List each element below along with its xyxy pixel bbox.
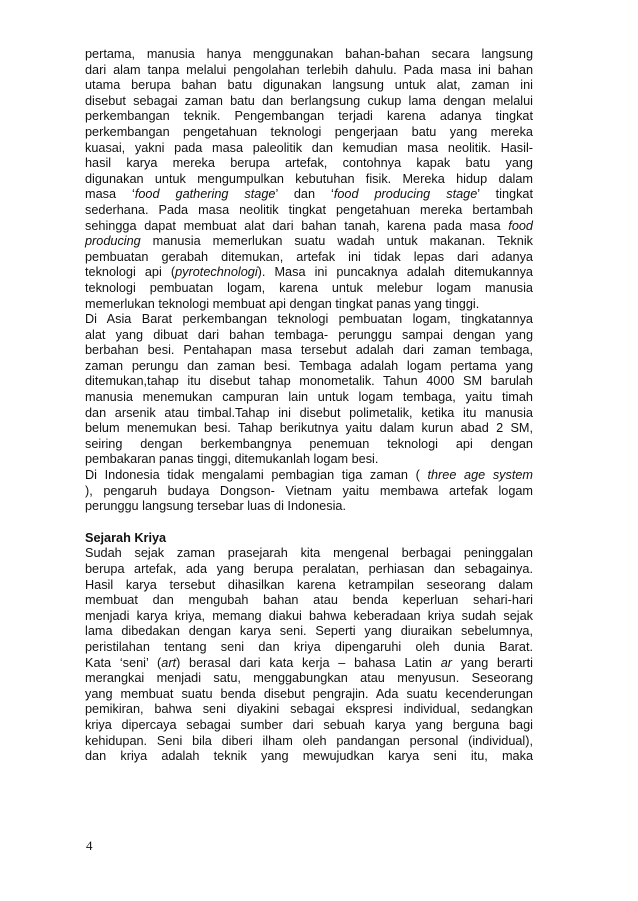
text-line: memerlukan teknologi membuat api dengan tingkat panas yang tinggi. [85, 296, 480, 311]
text-line: dan arsenik atau timbal.Tahap ini disebut polimetalik, ketika itu manusia [85, 405, 533, 420]
text-line: sehingga dapat membuat alat dari bahan tanah, karena pada masa food [85, 218, 533, 233]
text-line: perunggu langsung tersebar luas di Indonesia. [85, 499, 346, 514]
text-line: dan kriya adalah teknik yang mewujudkan karya seni itu, maka [85, 749, 533, 764]
text-line: kuasai, yakni pada masa paleolitik dan kemudian masa neolitik. Hasil- [85, 140, 533, 155]
page-number: 4 [86, 838, 93, 853]
text-line: hasil karya mereka berupa artefak, contohnya kapak batu yang [85, 156, 533, 171]
text-line: perkembangan pengetahuan teknologi pengerjaan batu yang mereka [85, 124, 533, 139]
text-line: teknologi api (pyrotechnologi). Masa ini puncaknya adalah ditemukannya [85, 265, 533, 280]
text-line: pembuatan gerabah ditemukan, artefak ini tidak lepas dari adanya [85, 249, 533, 264]
text-line: manusia menemukan campuran lain untuk logam tembaga, yaitu timah [85, 390, 533, 405]
text-line: seiring dengan berkembangnya penemuan teknologi api dengan [85, 436, 533, 451]
text-line: zaman perungu dan zaman besi. Tembaga adalah logam pertama yang [85, 358, 533, 373]
text-line: Di Indonesia tidak mengalami pembagian tiga zaman ( three age system [85, 468, 533, 483]
text-line: utama berupa bahan batu digunakan langsung untuk alat, zaman ini [85, 78, 533, 93]
text-line: disebut sebagai zaman batu dan berlangsung cukup lama dengan melalui [85, 93, 533, 108]
text-line: digunakan untuk mengumpulkan kebutuhan fisik. Mereka hidup dalam [85, 171, 533, 186]
text-line: pembakaran panas tinggi, ditemukanlah logam besi. [85, 452, 379, 467]
text-line: alat yang dibuat dari bahan tembaga- perunggu sampai dengan yang [85, 327, 533, 342]
text-line: Di Asia Barat perkembangan teknologi pembuatan logam, tingkatannya [85, 312, 533, 327]
text-line: teknologi pembuatan logam, karena untuk melebur logam manusia [85, 280, 533, 295]
text-line: dari alam tanpa melalui pengolahan terlebih dahulu. Pada masa ini bahan [85, 62, 533, 77]
section-heading: Sejarah Kriya [85, 530, 167, 545]
text-line: belum menemukan besi. Tahap berikutnya yaitu dalam kurun abad 2 SM, [85, 421, 533, 436]
text-line: berupa artefak, ada yang berupa peralatan, perhiasan dan sebagainya. [85, 562, 533, 576]
text-line: pemikiran, bahwa seni diyakini sebagai ekspresi individual, sedangkan [85, 702, 533, 717]
paragraph-asia-barat [85, 312, 533, 468]
text-line: Hasil karya tersebut dihasilkan karena ketrampilan seseorang dalam [85, 577, 533, 592]
paragraph-prehistory [85, 47, 533, 187]
text-line: membuat dan mengubah bahan atau benda keperluan sehari-hari [85, 593, 533, 608]
paragraph-sejarah-kriya [85, 546, 533, 655]
text-line: kriya dipercaya sebagai sumber dari sebuah karya yang berguna bagi [85, 717, 533, 732]
text-line: Sudah sejak zaman prasejarah kita mengenal berbagai peninggalan [85, 546, 533, 561]
body-text [85, 47, 533, 765]
text-line: masa ‘food gathering stage’ dan ‘food producing stage’ tingkat [85, 187, 533, 202]
paragraph-seni-kriya [85, 671, 533, 765]
text-line: pertama, manusia hanya menggunakan bahan-bahan secara langsung [85, 47, 533, 61]
text-line: peristilahan tentang seni dan kriya dipengaruhi oleh dunia Barat. [85, 639, 533, 654]
text-line: Kata ‘seni’ (art) berasal dari kata kerja – bahasa Latin ar yang berarti [85, 655, 533, 670]
text-line: yang membuat suatu benda disebut pengrajin. Ada suatu kecenderungan [85, 686, 533, 701]
text-line: kehidupan. Seni bila diberi ilham oleh pandangan personal (individual), [85, 733, 533, 748]
text-line: lama dibedakan dengan karya seni. Seperti yang diuraikan sebelumnya, [85, 624, 533, 639]
text-line: ), pengaruh budaya Dongson- Vietnam yaitu membawa artefak logam [85, 483, 533, 498]
text-line: perkembangan teknik. Pengembangan terjadi karena adanya tingkat [85, 109, 533, 124]
text-line: merangkai menjadi satu, menggabungkan atau menyusun. Seseorang [85, 671, 533, 686]
text-line: producing manusia memerlukan suatu wadah untuk makanan. Teknik [85, 234, 533, 249]
text-line: sederhana. Pada masa neolitik tingkat pengetahuan mereka bertambah [85, 202, 533, 217]
text-line: berbahan besi. Pentahapan masa tersebut adalah dari zaman tembaga, [85, 343, 533, 358]
text-line: menjadi karya kriya, memang diakui bahwa keberadaan kriya sudah sejak [85, 608, 533, 623]
text-line: ditemukan,tahap itu disebut tahap monometalik. Tahun 4000 SM barulah [85, 374, 533, 389]
